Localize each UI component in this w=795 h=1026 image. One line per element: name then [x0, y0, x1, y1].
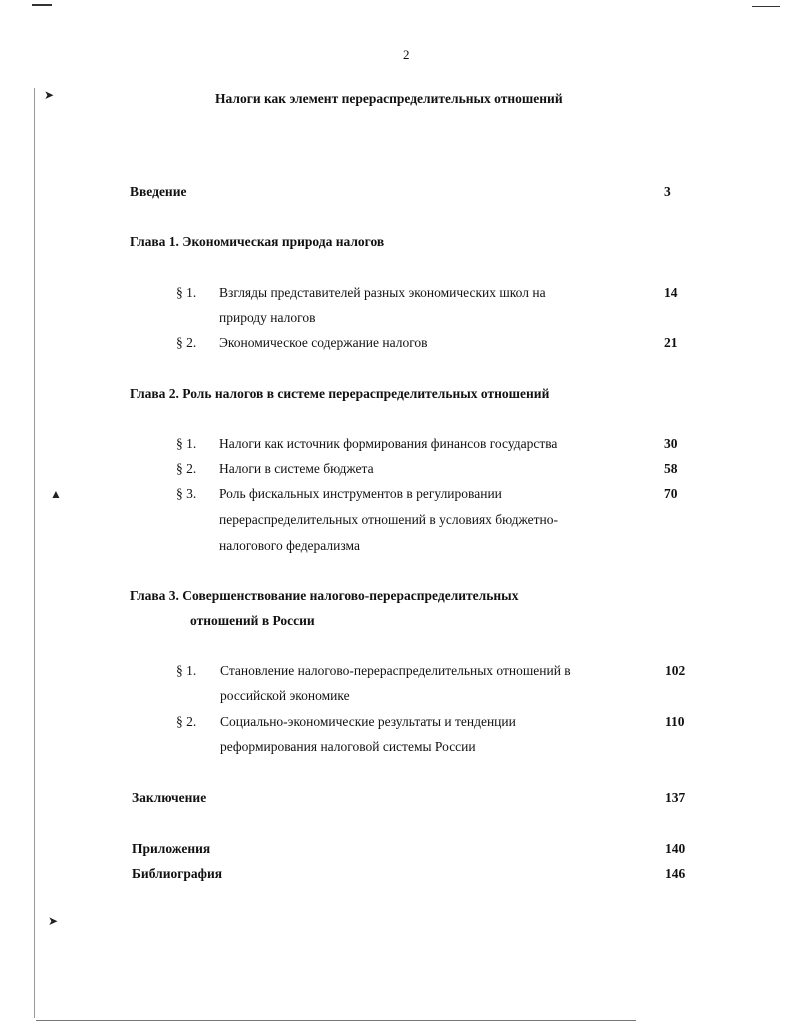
- section-number: § 1.: [176, 436, 197, 451]
- section-title: Налоги в системе бюджета: [219, 461, 374, 476]
- chapter-3-title: Глава 3. Совершенствование налогово-перераспределительных: [130, 588, 519, 603]
- section-number: § 2.: [176, 714, 197, 729]
- section-title: Взгляды представителей разных экономических школ на: [219, 285, 546, 300]
- section-number: § 3.: [176, 486, 197, 501]
- section-page: 102: [665, 663, 686, 678]
- toc-entry-intro: Введение: [130, 184, 187, 199]
- toc-entry-conclusion: Заключение: [132, 790, 207, 805]
- chapter-1-title: Глава 1. Экономическая природа налогов: [130, 234, 385, 249]
- section-title: Налоги как источник формирования финансов государства: [219, 436, 558, 451]
- section-number: § 2.: [176, 461, 197, 476]
- section-number: § 2.: [176, 335, 197, 350]
- toc-entry-appendices: Приложения: [132, 841, 211, 856]
- section-page: 30: [664, 436, 678, 451]
- toc-page-conclusion: 137: [665, 790, 686, 805]
- section-title-cont: налогового федерализма: [219, 538, 360, 553]
- section-title-cont: российской экономике: [220, 688, 350, 703]
- section-page: 21: [664, 335, 678, 350]
- chapter-3-title-cont: отношений в России: [190, 613, 315, 628]
- chapter-2-title: Глава 2. Роль налогов в системе перераспределительных отношений: [130, 386, 550, 401]
- section-title-cont: природу налогов: [219, 310, 316, 325]
- scan-artifact-left-edge: [34, 88, 35, 1018]
- section-page: 70: [664, 486, 678, 501]
- page-number: 2: [403, 47, 410, 62]
- arrow-marker-icon: ➤: [44, 88, 55, 102]
- section-title: Становление налогово-перераспределительных отношений в: [220, 663, 571, 678]
- section-title: Социально-экономические результаты и тенденции: [220, 714, 516, 729]
- toc-page-bibliography: 146: [665, 866, 686, 881]
- toc-entry-bibliography: Библиография: [132, 866, 223, 881]
- section-title: Роль фискальных инструментов в регулировании: [219, 486, 502, 501]
- section-page: 58: [664, 461, 678, 476]
- scan-artifact-top-right: [752, 6, 780, 7]
- toc-page-appendices: 140: [665, 841, 686, 856]
- arrow-marker-icon: ▲: [50, 487, 62, 501]
- section-title: Экономическое содержание налогов: [219, 335, 428, 350]
- arrow-marker-icon: ➤: [48, 914, 59, 928]
- scan-artifact-bottom-edge: [36, 1020, 636, 1021]
- toc-page-intro: 3: [664, 184, 671, 199]
- section-title-cont: перераспределительных отношений в условиях бюджетно-: [219, 512, 558, 527]
- section-number: § 1.: [176, 663, 197, 678]
- section-page: 14: [664, 285, 678, 300]
- section-title-cont: реформирования налоговой системы России: [220, 739, 476, 754]
- page-title: Налоги как элемент перераспределительных отношений: [215, 91, 563, 106]
- section-page: 110: [665, 714, 685, 729]
- scan-artifact-top-left: [32, 4, 52, 6]
- section-number: § 1.: [176, 285, 197, 300]
